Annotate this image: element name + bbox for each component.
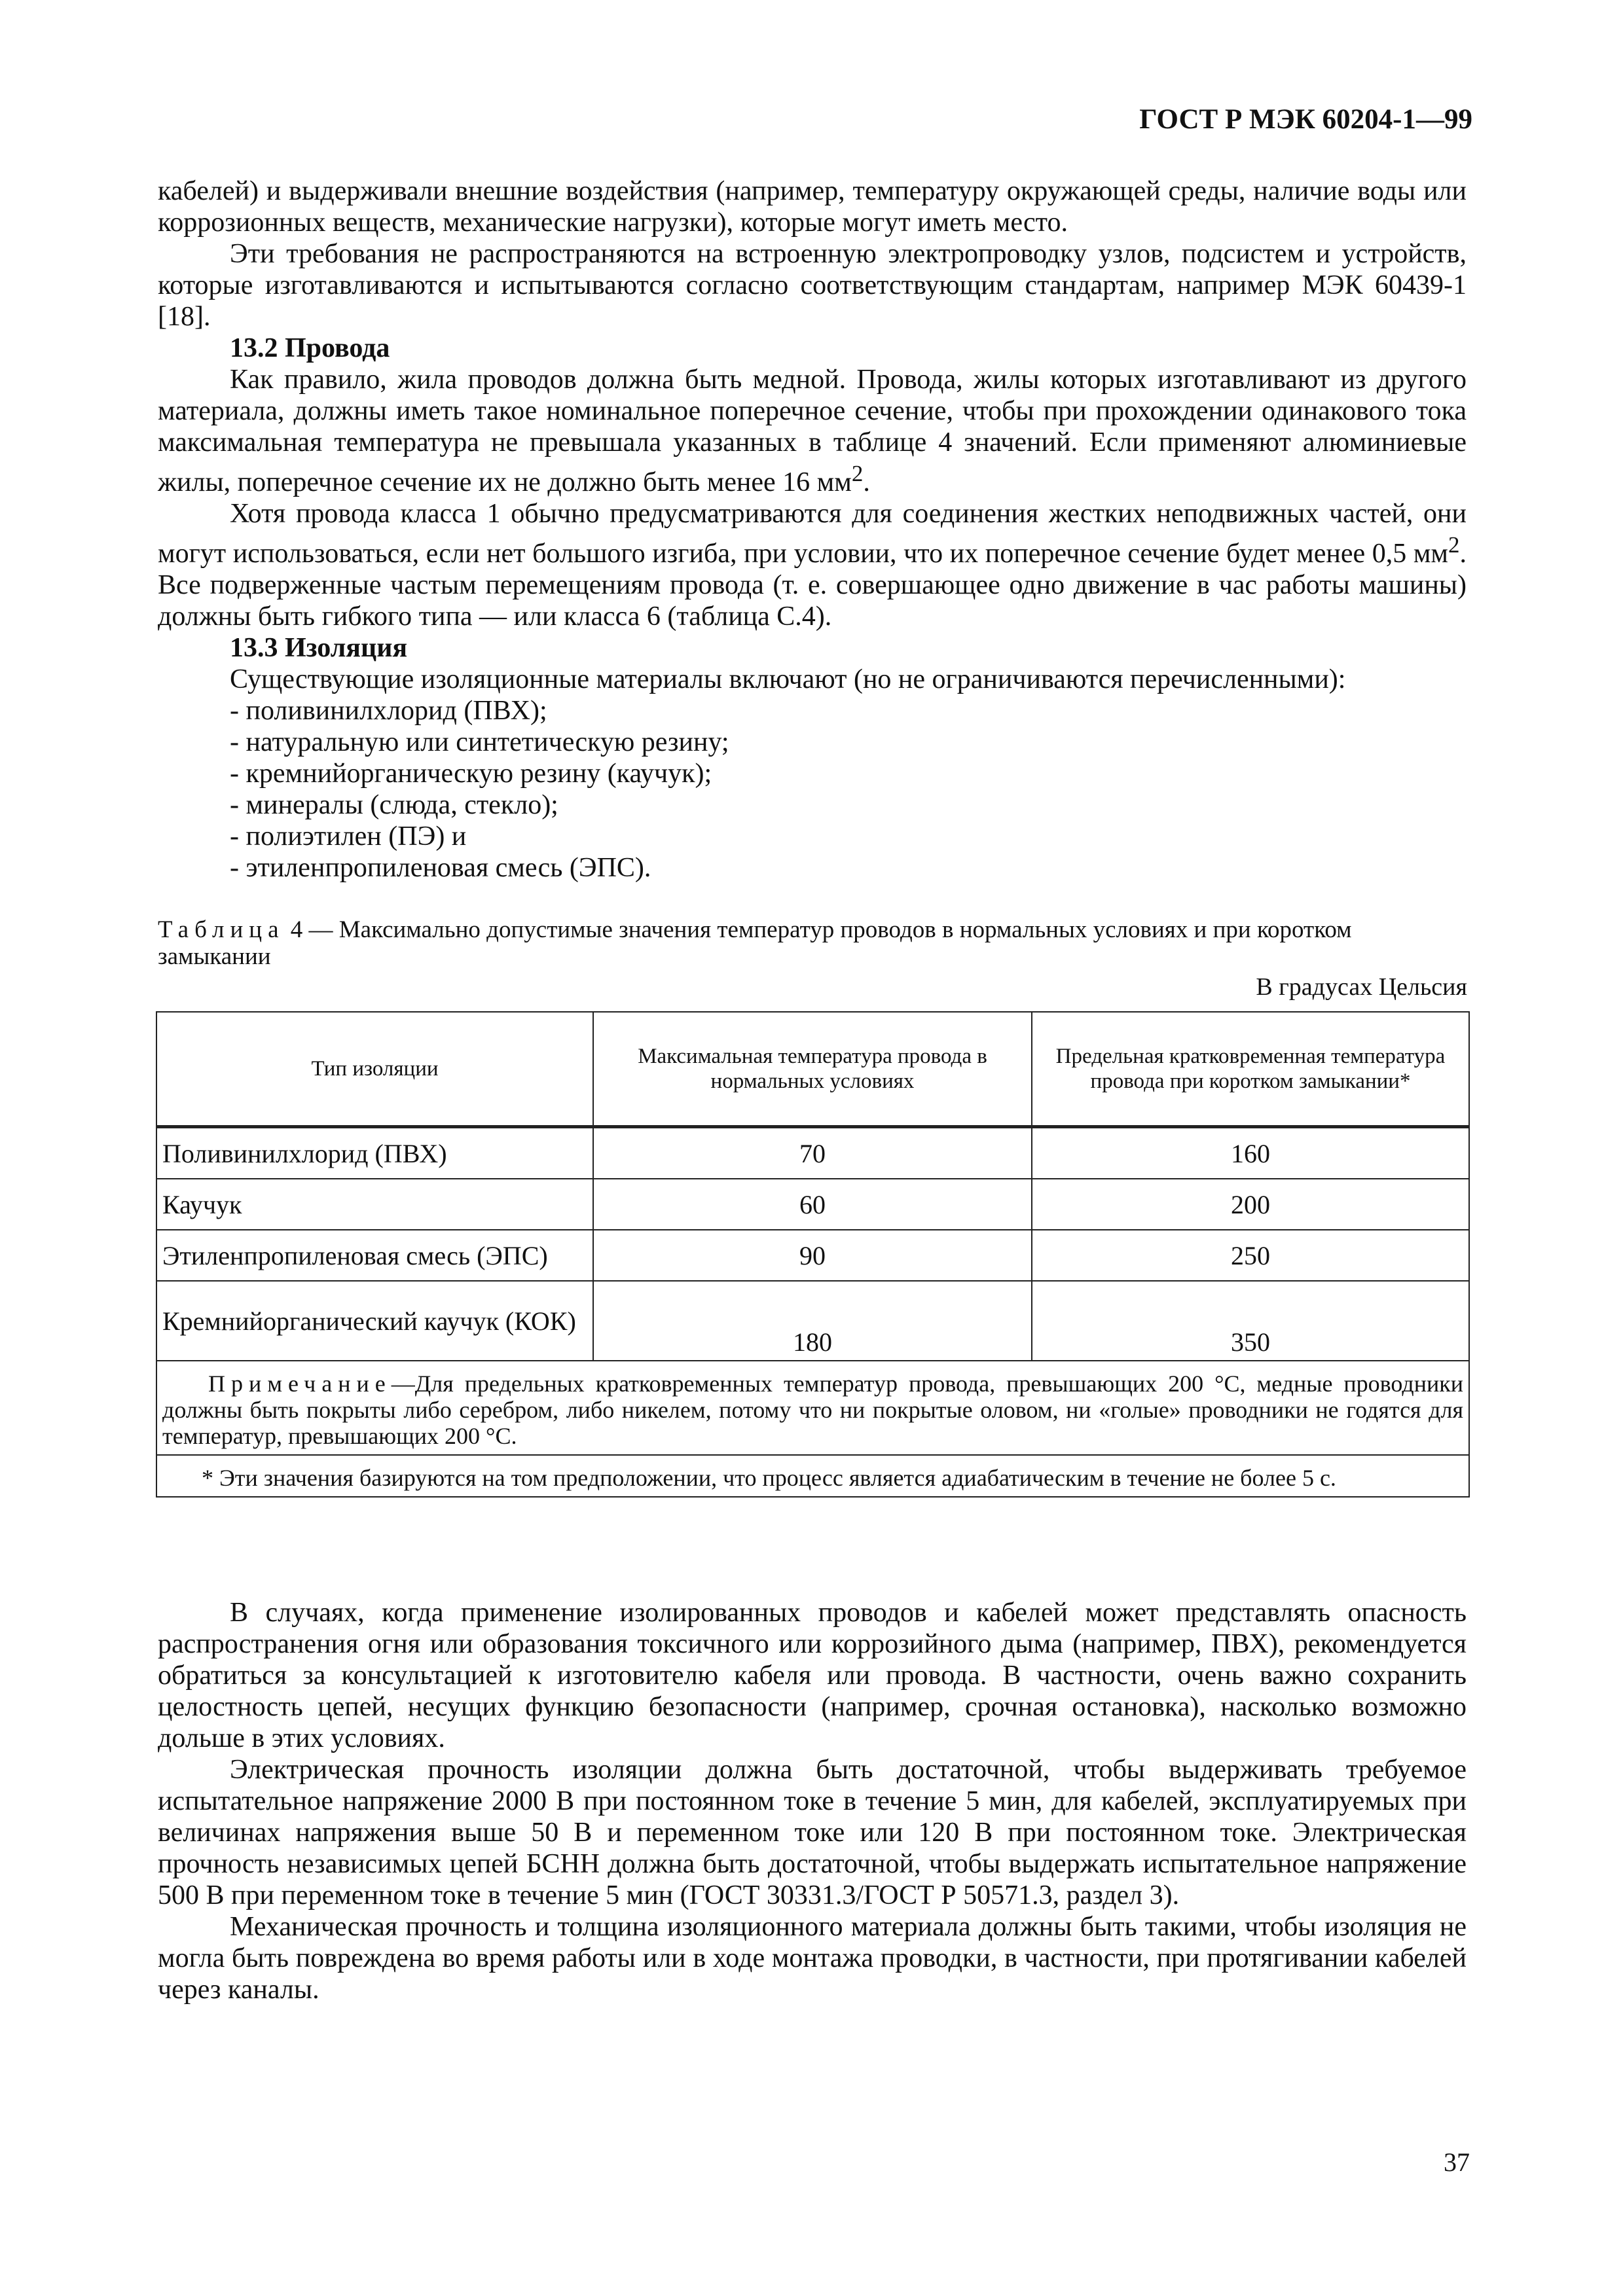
table-cell: Этиленпропиленовая смесь (ЭПС) xyxy=(156,1230,593,1281)
table-cell: Кремнийорганический каучук (КОК) xyxy=(156,1281,593,1361)
paragraph: Эти требования не распространяются на встроенную электропроводку узлов, подсистем и устройств, которые изготавливаются и испытываются согласно соответствующим стандартам, например МЭК 60439-1 [18]. xyxy=(158,239,1467,332)
section-heading-13-2: 13.2 Провода xyxy=(230,333,390,363)
list-item: - натуральную или синтетическую резину; xyxy=(230,727,729,757)
table-note: Примечание—Для предельных кратковременных температур провода, превышающих 200 °С, медные проводники должны быть покрыты либо серебром, либо никелем, потому что ни покрытые оловом, ни «голые» проводники не годятся для температур, превышающих 200 °С. xyxy=(156,1361,1469,1455)
table-row xyxy=(156,1230,1469,1281)
table-footnote: * Эти значения базируются на том предположении, что процесс является адиабатическим в течение не более 5 с. xyxy=(156,1455,1469,1497)
paragraph: Как правило, жила проводов должна быть медной. Провода, жилы которых изготавливают из другого материала, должны иметь такое номинальное поперечное сечение, чтобы при прохождении одинакового тока максимальная температура не превышала указанных в таблице 4 значений. Если применяют алюминиевые жилы, поперечное сечение их не должно быть менее 16 $мм^2$. xyxy=(158,365,1467,497)
column-header: Максимальная температура провода в нормальных условиях xyxy=(593,1012,1032,1127)
paragraph: Электрическая прочность изоляции должна быть достаточной, чтобы выдерживать требуемое испытательное напряжение 2000 В при постоянном токе в течение 5 мин, для кабелей, эксплуатируемых при величинах напряжения выше 50 В и переменном токе или 120 В при постоянном токе. Электрическая прочность независимых цепей БСНН должна быть достаточной, чтобы выдержать испытательное напряжение 500 В при переменном токе в течение 5 мин (ГОСТ 30331.3/ГОСТ Р 50571.3, раздел 3). xyxy=(158,1755,1467,1910)
page-number: 37 xyxy=(1444,2147,1470,2177)
list-item: - этиленпропиленовая смесь (ЭПС). xyxy=(230,853,651,883)
standard-header: ГОСТ Р МЭК 60204-1—99 xyxy=(1139,104,1472,135)
table-cell: Поливинилхлорид (ПВХ) xyxy=(156,1127,593,1179)
table-cell: 90 xyxy=(593,1230,1032,1281)
table-cell: 350 xyxy=(1032,1281,1469,1361)
temperature-table xyxy=(156,1011,1470,1498)
table-cell: Каучук xyxy=(156,1179,593,1230)
table-cell: 70 xyxy=(593,1127,1032,1179)
table-cell: 60 xyxy=(593,1179,1032,1230)
table-row xyxy=(156,1281,1469,1361)
column-header: Предельная кратковременная температура провода при коротком замыкании* xyxy=(1032,1012,1469,1127)
table-footnote-row xyxy=(156,1455,1469,1497)
table-row xyxy=(156,1127,1469,1179)
table-caption: Таблица 4 — Максимально допустимые значения температур проводов в нормальных условиях и при коротком замыкании xyxy=(158,916,1352,970)
table-cell: 160 xyxy=(1032,1127,1469,1179)
top-text-block xyxy=(158,175,1467,884)
table-cell: 180 xyxy=(593,1281,1032,1361)
list-item: - полиэтилен (ПЭ) и xyxy=(230,821,467,852)
column-header: Тип изоляции xyxy=(156,1012,593,1127)
table-unit-note: В градусах Цельсия xyxy=(1256,973,1467,1001)
list-item: - минералы (слюда, стекло); xyxy=(230,790,558,820)
paragraph: Существующие изоляционные материалы включают (но не ограничиваются перечисленными): xyxy=(230,664,1346,694)
paragraph: Механическая прочность и толщина изоляционного материала должны быть такими, чтобы изоляция не могла быть повреждена во время работы или в ходе монтажа проводки, в частности, при протягивании кабелей через каналы. xyxy=(158,1912,1467,2005)
list-item: - кремнийорганическую резину (каучук); xyxy=(230,759,712,789)
table-cell: 200 xyxy=(1032,1179,1469,1230)
paragraph: В случаях, когда применение изолированных проводов и кабелей может представлять опасность распространения огня или образования токсичного или коррозийного дыма (например, ПВХ), рекомендуется обратиться за консультацией к изготовителю кабеля или провода. В частности, очень важно сохранить целостность цепей, несущих функцию безопасности (например, срочная остановка), насколько возможно дольше в этих условиях. xyxy=(158,1598,1467,1753)
table-header-row xyxy=(156,1012,1469,1127)
table-note-row xyxy=(156,1361,1469,1455)
bottom-text-block xyxy=(158,1597,1467,2005)
section-heading-13-3: 13.3 Изоляция xyxy=(230,633,408,663)
list-item: - поливинилхлорид (ПВХ); xyxy=(230,696,547,726)
paragraph: кабелей) и выдерживали внешние воздействия (например, температуру окружающей среды, наличие воды или коррозионных веществ, механические нагрузки), которые могут иметь место. xyxy=(158,176,1467,238)
table-cell: 250 xyxy=(1032,1230,1469,1281)
table-row xyxy=(156,1179,1469,1230)
paragraph: Хотя провода класса 1 обычно предусматриваются для соединения жестких неподвижных частей, они могут использоваться, если нет большого изгиба, при условии, что их поперечное сечение будет менее 0,5 $мм^2$. Все подверженные частым перемещениям провода (т. е. совершающее одно движение в час работы машины) должны быть гибкого типа — или класса 6 (таблица С.4). xyxy=(158,499,1467,632)
